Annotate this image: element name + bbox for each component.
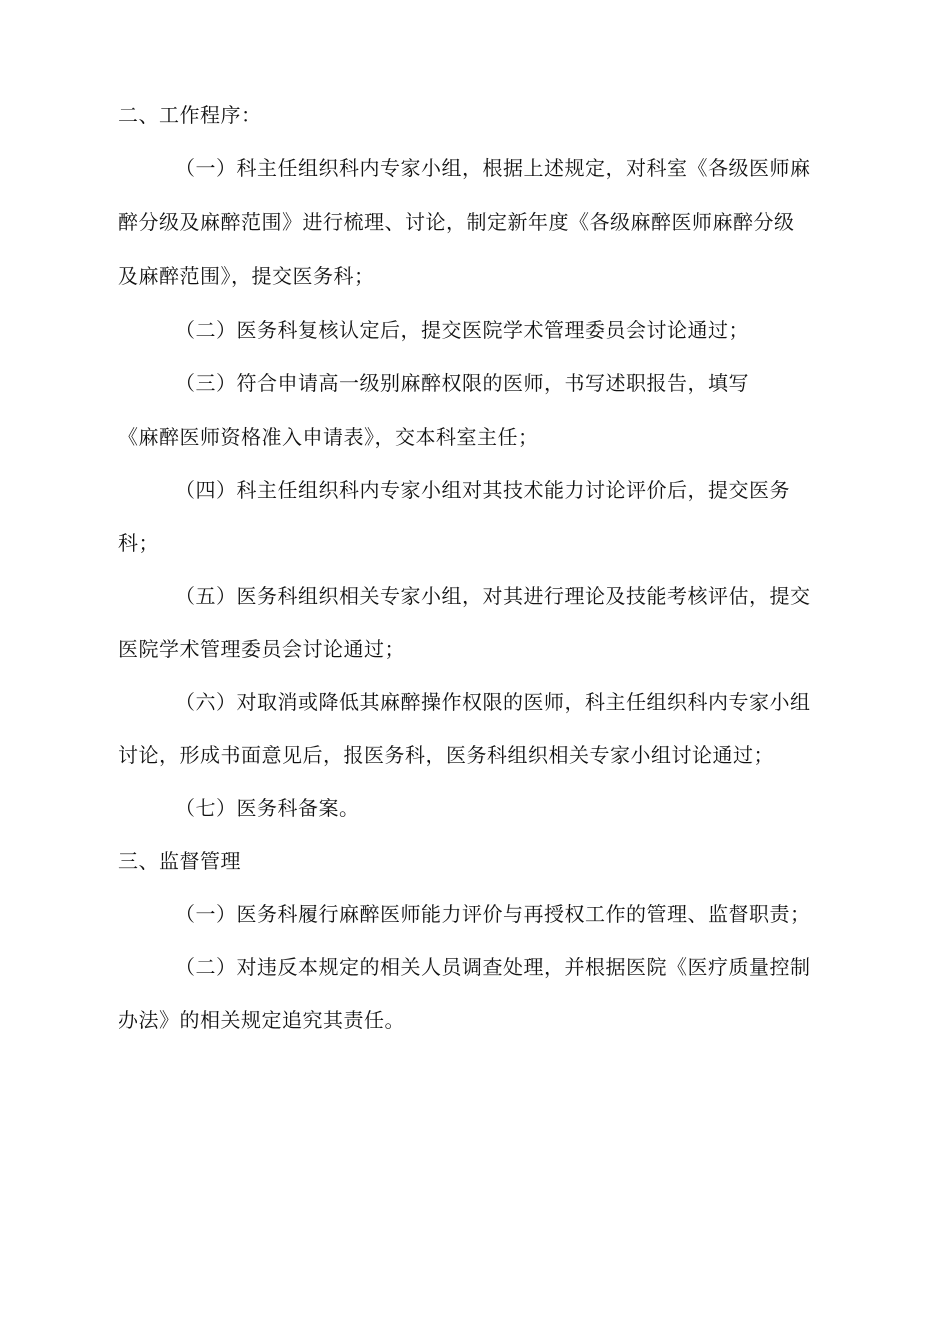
section-heading-work-procedure: 二、工作程序： xyxy=(118,103,262,127)
paragraph-line: （三）符合申请高一级别麻醉权限的医师，书写述职报告，填写 xyxy=(175,371,749,395)
paragraph-line: 科； xyxy=(118,531,159,555)
paragraph-line: 医院学术管理委员会讨论通过； xyxy=(118,637,405,661)
paragraph-line: （六）对取消或降低其麻醉操作权限的医师，科主任组织科内专家小组 xyxy=(175,690,811,714)
paragraph-line: 《麻醉医师资格准入申请表》，交本科室主任； xyxy=(118,425,539,449)
paragraph-line: 办法》的相关规定追究其责任。 xyxy=(118,1008,405,1032)
paragraph-line: （四）科主任组织科内专家小组对其技术能力讨论评价后，提交医务 xyxy=(175,478,790,502)
paragraph-line: 及麻醉范围》，提交医务科； xyxy=(118,264,375,288)
section-heading-supervision: 三、监督管理 xyxy=(118,849,241,873)
paragraph-line: （二）医务科复核认定后，提交医院学术管理委员会讨论通过； xyxy=(175,318,749,342)
paragraph-line: 讨论，形成书面意见后，报医务科，医务科组织相关专家小组讨论通过； xyxy=(118,743,774,767)
paragraph-line: （五）医务科组织相关专家小组，对其进行理论及技能考核评估，提交 xyxy=(175,584,811,608)
paragraph-line: （七）医务科备案。 xyxy=(175,796,360,820)
paragraph-line: （二）对违反本规定的相关人员调查处理，并根据医院《医疗质量控制 xyxy=(175,955,811,979)
paragraph-line: 醉分级及麻醉范围》进行梳理、讨论，制定新年度《各级麻醉医师麻醉分级 xyxy=(118,210,795,234)
paragraph-line: （一）医务科履行麻醉医师能力评价与再授权工作的管理、监督职责； xyxy=(175,902,811,926)
paragraph-line: （一）科主任组织科内专家小组，根据上述规定，对科室《各级医师麻 xyxy=(175,156,811,180)
